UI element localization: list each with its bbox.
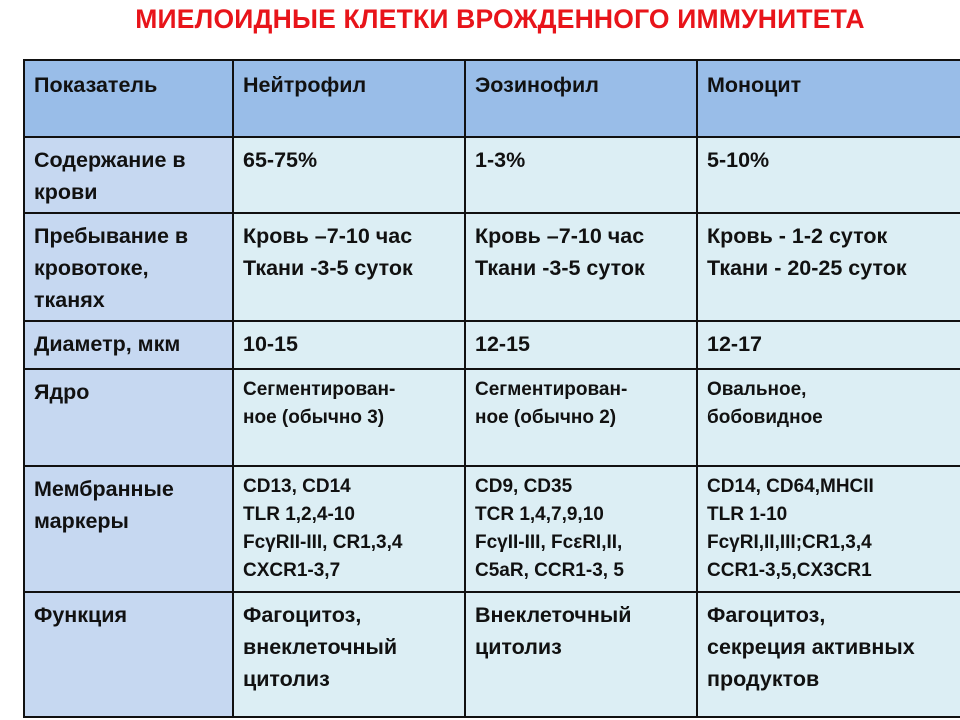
- cell-monocyte: [697, 213, 960, 321]
- cell-line: TLR 1-10: [707, 504, 788, 525]
- myeloid-cells-table: [23, 59, 960, 718]
- cell-eosinophil: [465, 213, 697, 321]
- header-neutrophil: Нейтрофил: [233, 60, 465, 137]
- cell-line: Кровь - 1-2 суток: [707, 224, 888, 248]
- table-row: [24, 137, 960, 213]
- cell-neutrophil: [233, 466, 465, 592]
- cell-neutrophil: [233, 369, 465, 466]
- cell-line: Фагоцитоз,: [707, 603, 826, 627]
- cell-line: FcγRII-III, CR1,3,4: [243, 532, 403, 553]
- cell-line: Кровь –7-10 час: [243, 224, 413, 248]
- cell-eosinophil: [465, 369, 697, 466]
- table-row: [24, 369, 960, 466]
- cell-line: 65-75%: [243, 148, 318, 172]
- cell-line: 12-15: [475, 332, 530, 356]
- cell-monocyte: [697, 369, 960, 466]
- cell-line: TLR 1,2,4-10: [243, 504, 355, 525]
- table-row: [24, 592, 960, 717]
- table-header-row: [24, 60, 960, 137]
- cell-line: Сегментирован-: [243, 379, 396, 400]
- row-label: Ядро: [24, 369, 233, 466]
- cell-monocyte: [697, 592, 960, 717]
- table-row: [24, 321, 960, 369]
- cell-line: CXCR1-3,7: [243, 560, 341, 581]
- cell-line: Сегментирован-: [475, 379, 628, 400]
- cell-line: C5aR, CCR1-3, 5: [475, 560, 624, 581]
- cell-line: FcγRI,II,III;CR1,3,4: [707, 532, 872, 553]
- cell-line: Ткани -3-5 суток: [243, 256, 413, 280]
- row-label: Мембранные маркеры: [24, 466, 233, 592]
- cell-line: FcγII-III, FcεRI,II,: [475, 532, 623, 553]
- cell-line: CCR1-3,5,CX3CR1: [707, 560, 872, 581]
- cell-line: Фагоцитоз,: [243, 603, 362, 627]
- cell-line: ное (обычно 2): [475, 407, 617, 428]
- cell-eosinophil: [465, 321, 697, 369]
- cell-eosinophil: [465, 592, 697, 717]
- cell-line: секреция активных: [707, 635, 915, 659]
- cell-monocyte: [697, 137, 960, 213]
- header-monocyte: Моноцит: [697, 60, 960, 137]
- row-label: Содержание в крови: [24, 137, 233, 213]
- row-label: Функция: [24, 592, 233, 717]
- cell-line: 5-10%: [707, 148, 770, 172]
- cell-line: Кровь –7-10 час: [475, 224, 645, 248]
- cell-line: CD13, CD14: [243, 476, 351, 497]
- cell-line: 12-17: [707, 332, 762, 356]
- cell-eosinophil: [465, 137, 697, 213]
- cell-eosinophil: [465, 466, 697, 592]
- cell-line: Овальное,: [707, 379, 807, 400]
- table-row: [24, 466, 960, 592]
- cell-line: 1-3%: [475, 148, 526, 172]
- cell-neutrophil: [233, 213, 465, 321]
- header-indicator: Показатель: [24, 60, 233, 137]
- row-label: Диаметр, мкм: [24, 321, 233, 369]
- cell-monocyte: [697, 321, 960, 369]
- cell-line: внеклеточный: [243, 635, 398, 659]
- cell-line: ное (обычно 3): [243, 407, 385, 428]
- table-row: [24, 213, 960, 321]
- cell-line: продуктов: [707, 667, 820, 691]
- cell-line: TCR 1,4,7,9,10: [475, 504, 604, 525]
- cell-line: цитолиз: [243, 667, 330, 691]
- cell-neutrophil: [233, 592, 465, 717]
- cell-line: Ткани - 20-25 суток: [707, 256, 907, 280]
- cell-line: Ткани -3-5 суток: [475, 256, 645, 280]
- cell-line: цитолиз: [475, 635, 562, 659]
- cell-monocyte: [697, 466, 960, 592]
- page-title: МИЕЛОИДНЫЕ КЛЕТКИ ВРОЖДЕННОГО ИММУНИТЕТА: [135, 4, 865, 34]
- cell-line: Внеклеточный: [475, 603, 632, 627]
- cell-line: 10-15: [243, 332, 298, 356]
- row-label: Пребывание в кровотоке, тканях: [24, 213, 233, 321]
- cell-line: CD9, CD35: [475, 476, 573, 497]
- cell-line: бобовидное: [707, 407, 823, 428]
- cell-neutrophil: [233, 137, 465, 213]
- cell-line: CD14, CD64,MHCII: [707, 476, 874, 497]
- cell-neutrophil: [233, 321, 465, 369]
- header-eosinophil: Эозинофил: [465, 60, 697, 137]
